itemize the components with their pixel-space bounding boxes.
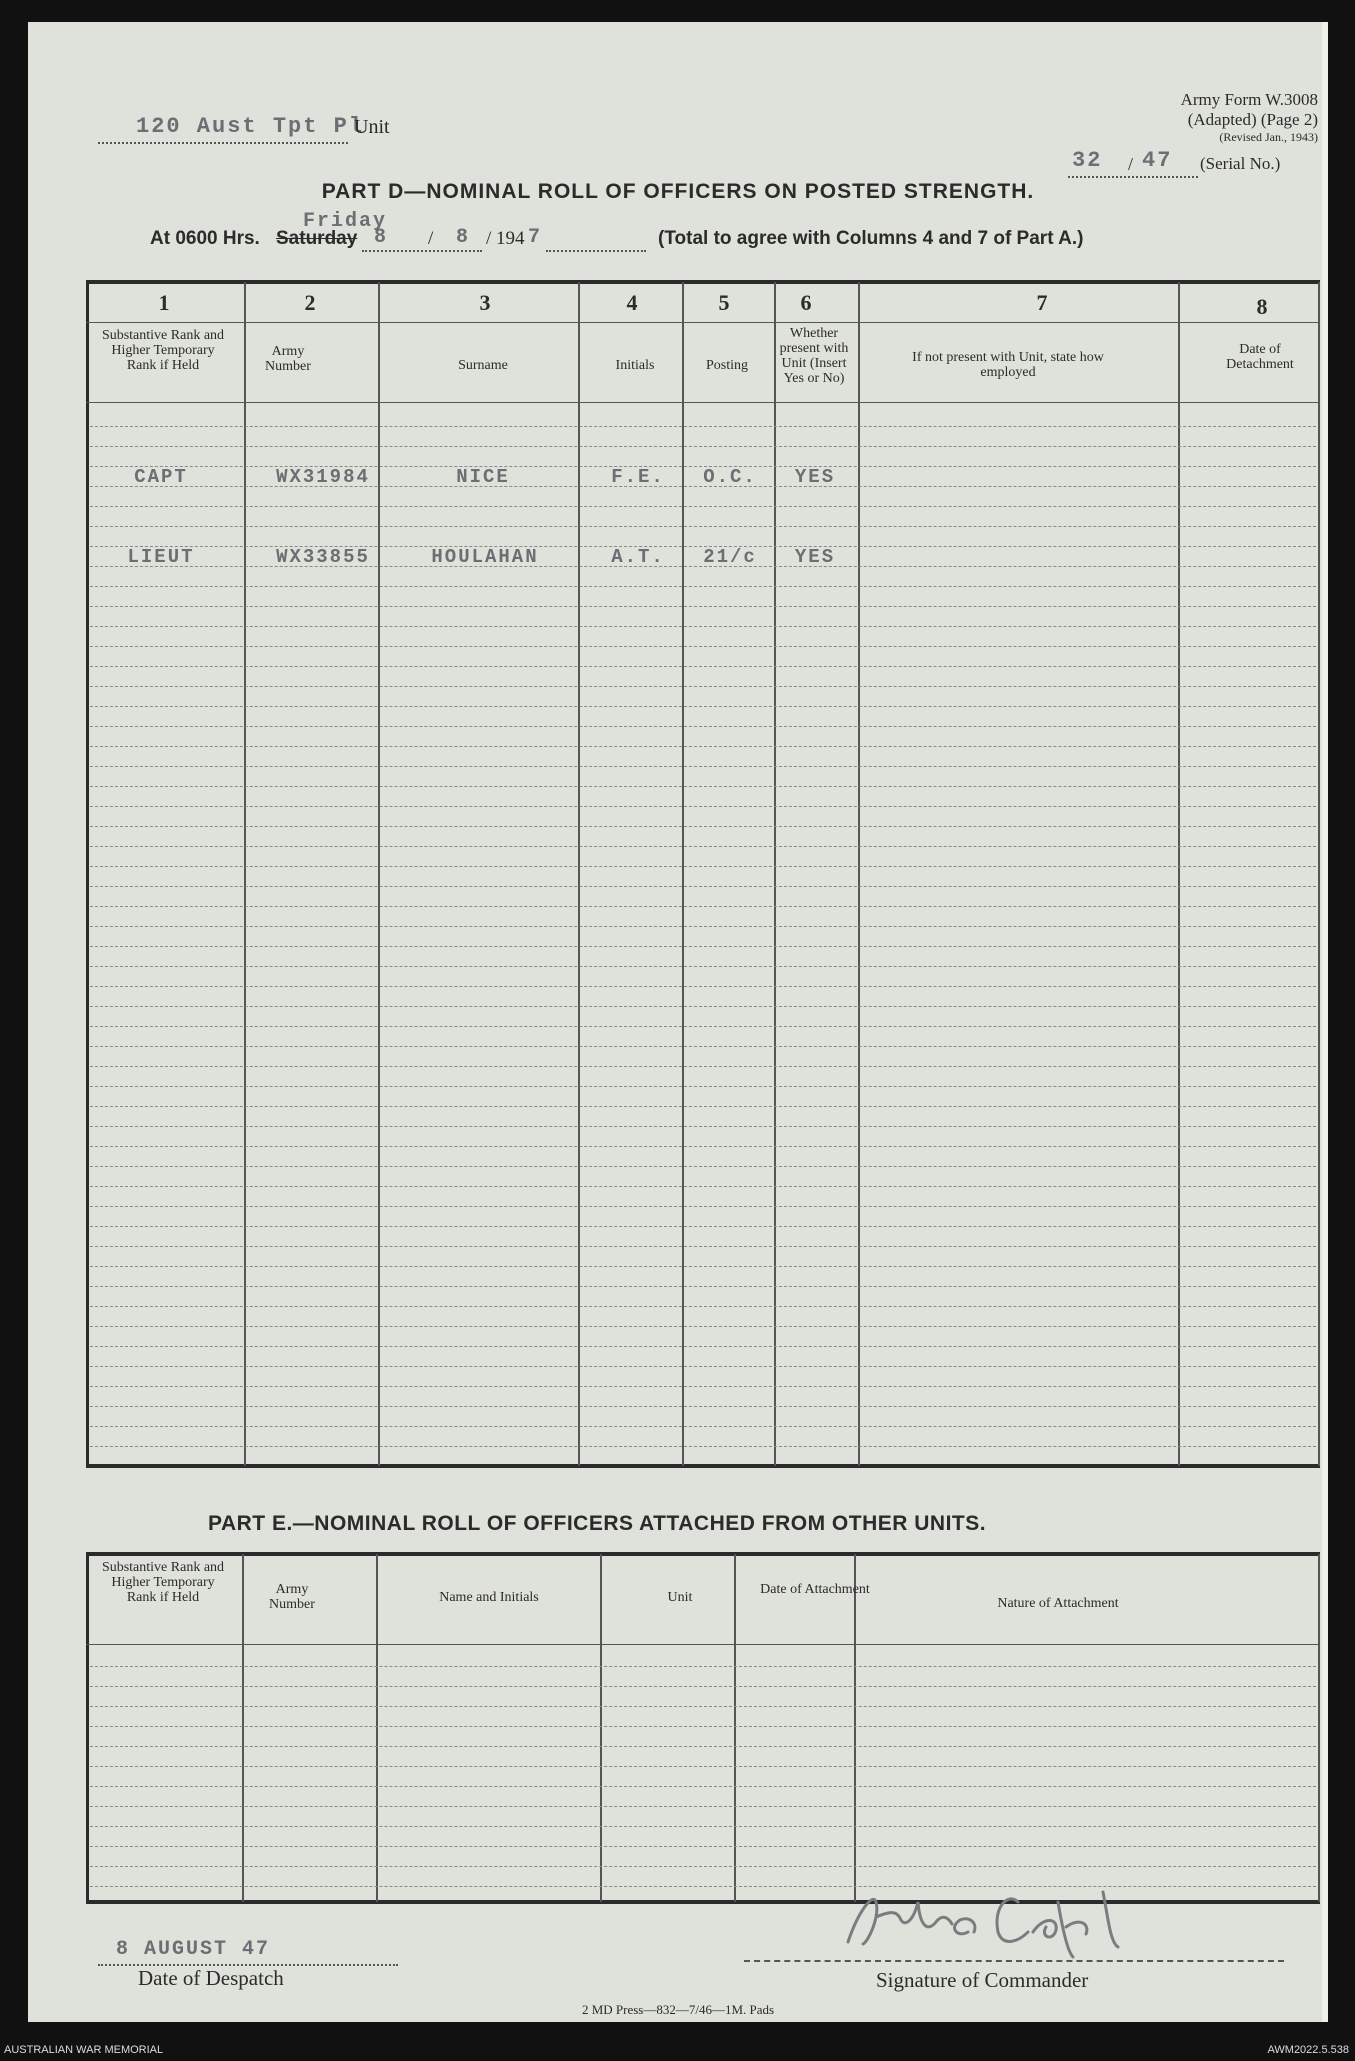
- despatch-label: Date of Despatch: [138, 1966, 284, 1990]
- serial-number: 32: [1072, 148, 1103, 173]
- part-e-ruled-row-2: [90, 1686, 1316, 1687]
- row1-present: YES: [794, 466, 836, 488]
- part-d-column-rule-7: [1178, 282, 1180, 1466]
- part-e-top-rule: [86, 1552, 1320, 1556]
- row2-present: YES: [794, 546, 836, 568]
- e-head-date-attachment: Date of Attachment: [760, 1582, 870, 1597]
- part-e-ruled-row-4: [90, 1726, 1316, 1727]
- row1-initials: F.E.: [611, 466, 665, 488]
- part-d-ruled-row-46: [90, 1326, 1316, 1327]
- part-d-ruled-row-43: [90, 1266, 1316, 1267]
- part-e-ruled-row-7: [90, 1786, 1316, 1787]
- row1-surname: NICE: [456, 466, 510, 488]
- part-d-ruled-row-41: [90, 1226, 1316, 1227]
- part-d-ruled-row-29: [90, 986, 1316, 987]
- part-d-bottom-rule: [86, 1464, 1320, 1468]
- at-hours-label: At 0600 Hrs.: [150, 228, 260, 249]
- part-d-ruled-row-48: [90, 1366, 1316, 1367]
- part-d-ruled-row-16: [90, 726, 1316, 727]
- part-d-ruled-row-30: [90, 1006, 1316, 1007]
- date-day: 8: [374, 226, 389, 249]
- part-e-ruled-row-10: [90, 1846, 1316, 1847]
- part-d-column-rule-3: [578, 282, 580, 1466]
- e-head-rank: Substantive Rank and Higher Temporary Rank if Held: [101, 1560, 225, 1605]
- archive-left-label: AUSTRALIAN WAR MEMORIAL: [4, 2044, 164, 2056]
- year-field-line: [546, 230, 646, 252]
- col-num-7: 7: [1036, 290, 1048, 315]
- part-e-column-rule-3: [600, 1554, 602, 1902]
- serial-slash: /: [1128, 154, 1134, 174]
- day-printed: Saturday: [276, 228, 358, 249]
- part-d-ruled-row-52: [90, 1446, 1316, 1447]
- row1-rank: CAPT: [134, 466, 188, 488]
- part-d-ruled-row-35: [90, 1106, 1316, 1107]
- part-d-ruled-row-21: [90, 826, 1316, 827]
- part-d-ruled-row-9: [90, 586, 1316, 587]
- day-typed: Friday: [303, 210, 388, 233]
- part-d-column-rule-5: [774, 282, 776, 1466]
- date-slash-2: /: [486, 228, 492, 249]
- total-note: (Total to agree with Columns 4 and 7 of Part A.): [658, 228, 1084, 249]
- part-d-ruled-row-38: [90, 1166, 1316, 1167]
- part-d-ruled-row-47: [90, 1346, 1316, 1347]
- part-d-ruled-row-19: [90, 786, 1316, 787]
- part-d-ruled-row-1: [90, 426, 1316, 427]
- despatch-date: 8 AUGUST 47: [116, 1938, 271, 1961]
- part-d-ruled-row-32: [90, 1046, 1316, 1047]
- part-d-ruled-row-15: [90, 706, 1316, 707]
- col-num-2: 2: [304, 290, 316, 315]
- part-e-left-border: [86, 1554, 89, 1902]
- part-d-ruled-row-22: [90, 846, 1316, 847]
- part-d-ruled-row-34: [90, 1086, 1316, 1087]
- part-d-ruled-row-27: [90, 946, 1316, 947]
- part-e-title: PART E.—NOMINAL ROLL OF OFFICERS ATTACHED FROM OTHER UNITS.: [208, 1512, 987, 1535]
- row2-number: WX33855: [276, 546, 370, 568]
- col-num-rule: [86, 322, 1320, 323]
- serial-label: (Serial No.): [1200, 154, 1281, 173]
- serial-year: 47: [1142, 148, 1173, 173]
- e-head-name: Name and Initials: [439, 1590, 539, 1605]
- part-d-ruled-row-33: [90, 1066, 1316, 1067]
- part-d-ruled-row-31: [90, 1026, 1316, 1027]
- part-d-ruled-row-20: [90, 806, 1316, 807]
- col-num-4: 4: [626, 290, 638, 315]
- part-d-ruled-row-40: [90, 1206, 1316, 1207]
- part-d-ruled-row-49: [90, 1386, 1316, 1387]
- part-d-ruled-row-23: [90, 866, 1316, 867]
- part-e-ruled-row-1: [90, 1666, 1316, 1667]
- col-num-1: 1: [158, 290, 170, 315]
- paper-edge: [1322, 22, 1328, 2022]
- row2-rank: LIEUT: [127, 546, 195, 568]
- part-d-ruled-row-39: [90, 1186, 1316, 1187]
- col-head-present: Whether present with Unit (Insert Yes or No): [779, 326, 849, 386]
- e-head-army-number: Army Number: [269, 1582, 315, 1612]
- part-d-title: PART D—NOMINAL ROLL OF OFFICERS ON POSTED STRENGTH.: [321, 180, 1035, 203]
- form-id-line1: Army Form W.3008: [1180, 90, 1318, 109]
- part-e-column-rule-2: [376, 1554, 378, 1902]
- year-printed: 194: [496, 228, 525, 249]
- unit-label: Unit: [354, 116, 390, 138]
- form-page: [28, 22, 1328, 2022]
- part-e-column-rule-1: [242, 1554, 244, 1902]
- part-e-ruled-row-3: [90, 1706, 1316, 1707]
- row1-number: WX31984: [276, 466, 370, 488]
- e-head-rule: [86, 1644, 1320, 1645]
- col-head-rank: Substantive Rank and Higher Temporary Rank if Held: [101, 328, 225, 373]
- part-d-ruled-row-45: [90, 1306, 1316, 1307]
- col-head-detachment: Date of Detachment: [1226, 342, 1294, 372]
- part-d-left-border: [86, 282, 89, 1466]
- part-d-ruled-row-36: [90, 1126, 1316, 1127]
- part-d-ruled-row-13: [90, 666, 1316, 667]
- press-line: 2 MD Press—832—7/46—1M. Pads: [581, 2002, 775, 2017]
- part-d-column-rule-2: [378, 282, 380, 1466]
- part-e-column-rule-4: [734, 1554, 736, 1902]
- col-head-initials: Initials: [615, 358, 655, 373]
- row2-initials: A.T.: [611, 546, 665, 568]
- col-head-posting: Posting: [705, 358, 748, 373]
- part-d-ruled-row-28: [90, 966, 1316, 967]
- part-d-column-rule-4: [682, 282, 684, 1466]
- part-d-ruled-row-14: [90, 686, 1316, 687]
- col-head-surname: Surname: [458, 358, 508, 373]
- signature-field-line: [744, 1950, 1284, 1962]
- part-d-ruled-row-24: [90, 886, 1316, 887]
- row1-posting: O.C.: [703, 466, 757, 488]
- date-slash-1: /: [428, 228, 434, 249]
- part-e-ruled-row-9: [90, 1826, 1316, 1827]
- part-d-ruled-row-6: [90, 526, 1316, 527]
- part-e-ruled-row-8: [90, 1806, 1316, 1807]
- col-num-8: 8: [1256, 294, 1268, 319]
- part-d-ruled-row-10: [90, 606, 1316, 607]
- part-d-ruled-row-37: [90, 1146, 1316, 1147]
- part-d-ruled-row-12: [90, 646, 1316, 647]
- form-id-line3: (Revised Jan., 1943): [1219, 130, 1318, 144]
- part-d-ruled-row-5: [90, 506, 1316, 507]
- part-d-ruled-row-25: [90, 906, 1316, 907]
- part-e-column-rule-5: [854, 1554, 856, 1902]
- signature-label: Signature of Commander: [876, 1968, 1089, 1992]
- archive-bar: [0, 2037, 1355, 2061]
- part-d-ruled-row-11: [90, 626, 1316, 627]
- archive-ref: AWM2022.5.538: [1267, 2044, 1349, 2056]
- year-typed: 7: [528, 226, 543, 249]
- part-e-ruled-row-6: [90, 1766, 1316, 1767]
- col-head-employed: If not present with Unit, state how employed: [912, 350, 1104, 380]
- part-d-ruled-row-50: [90, 1406, 1316, 1407]
- part-e-ruled-row-11: [90, 1866, 1316, 1867]
- part-d-ruled-row-42: [90, 1246, 1316, 1247]
- e-head-unit: Unit: [667, 1590, 693, 1605]
- row2-surname: HOULAHAN: [431, 546, 539, 568]
- date-month: 8: [456, 226, 471, 249]
- part-d-top-rule: [86, 280, 1320, 284]
- col-num-5: 5: [718, 290, 730, 315]
- commander-signature: [818, 1872, 1238, 1962]
- col-num-6: 6: [800, 290, 812, 315]
- col-head-rule: [86, 402, 1320, 403]
- part-d-ruled-row-26: [90, 926, 1316, 927]
- part-d-right-border: [1318, 282, 1320, 1466]
- col-head-army-number: Army Number: [265, 344, 311, 374]
- unit-value: 120 Aust Tpt Pl: [136, 114, 365, 139]
- part-e-right-border: [1318, 1554, 1320, 1902]
- part-d-column-rule-6: [858, 282, 860, 1466]
- e-head-nature: Nature of Attachment: [997, 1596, 1119, 1611]
- part-d-column-rule-1: [244, 282, 246, 1466]
- part-d-ruled-row-51: [90, 1426, 1316, 1427]
- col-num-3: 3: [479, 290, 491, 315]
- form-id-line2: (Adapted) (Page 2): [1187, 110, 1318, 129]
- part-d-ruled-row-44: [90, 1286, 1316, 1287]
- row2-posting: 21/c: [703, 546, 757, 568]
- part-d-ruled-row-2: [90, 446, 1316, 447]
- part-e-ruled-row-5: [90, 1746, 1316, 1747]
- part-d-ruled-row-18: [90, 766, 1316, 767]
- part-d-ruled-row-17: [90, 746, 1316, 747]
